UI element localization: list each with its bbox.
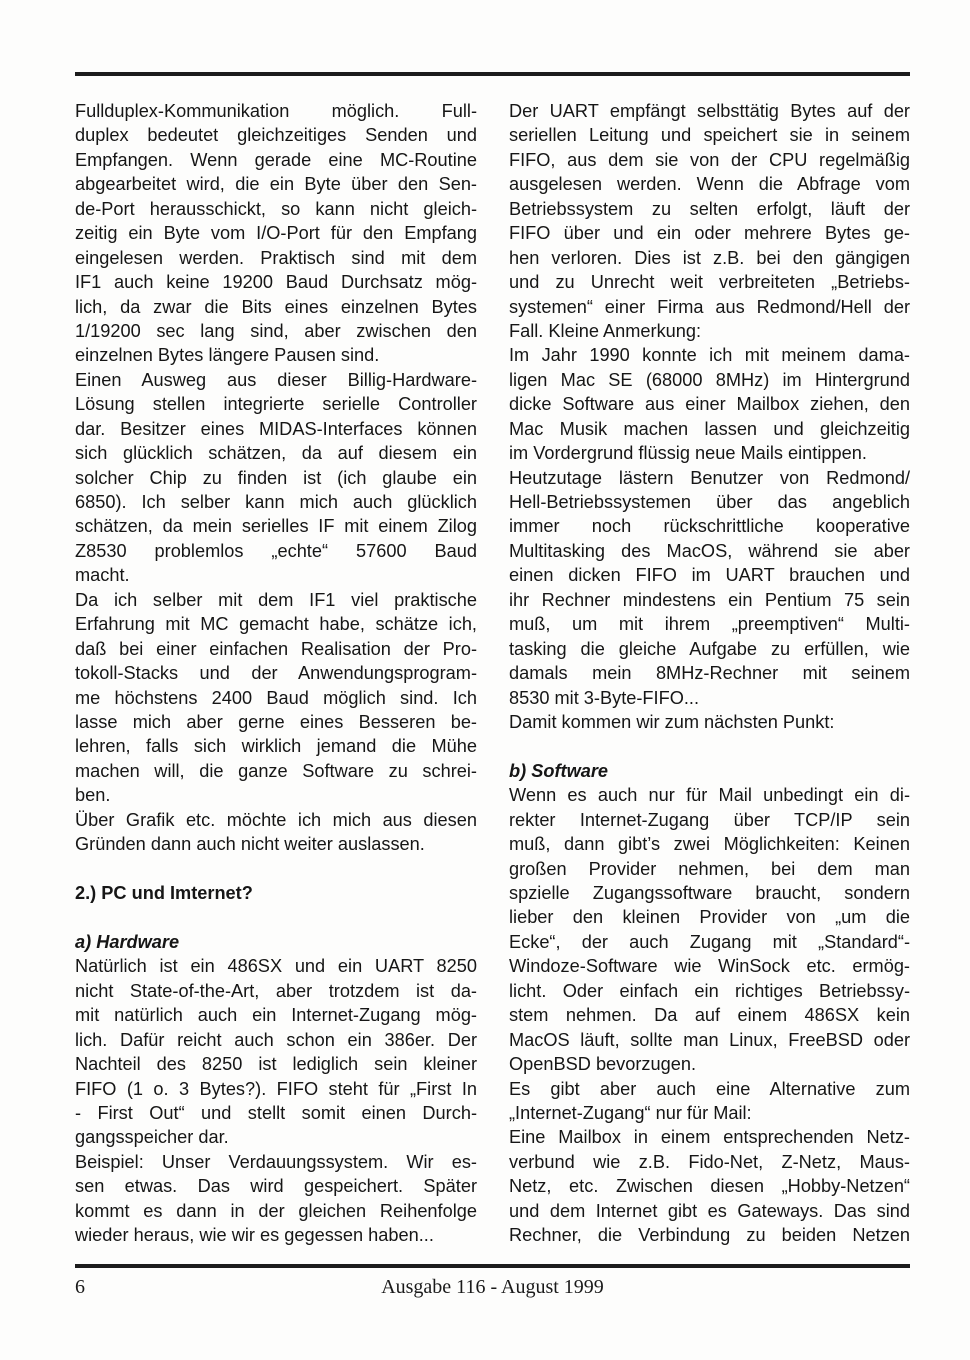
text-line: Mac Musik machen lassen und gleichzeitig [509,418,910,439]
text-line: muß, um mit ihrem „preemptiven“ Multi- [509,614,910,635]
text-line: lich. Dafür reicht auch schon ein 386er. Der [75,1029,477,1050]
text-line: ihr Rechner mindestens ein Pentium 75 sein [509,589,910,610]
text-line: muß, dann gibt’s zwei Möglichkeiten: Keinen [509,834,910,855]
text-line: mit natürlich auch ein Internet-Zugang mög- [75,1005,477,1026]
text-line: de-Port herausschickt, so kann nicht gleich- [75,198,477,219]
text-line: - First Out“ und stellt somit einen Durch- [75,1102,477,1123]
issue-label: Ausgabe 116 - August 1999 [381,1276,604,1298]
text-line: macht. [75,565,130,586]
text-line: Lösung stellen integrierte serielle Controller [75,394,477,415]
text-line: machen will, die ganze Software zu schrei- [75,760,477,781]
text-line: eingelesen werden. Praktisch sind mit dem [75,247,477,268]
text-line: lasse mich aber gerne eines Besseren be- [75,711,477,732]
blank-line [75,905,477,929]
text-line: FIFO, aus dem sie von der CPU regelmäßig [509,149,910,170]
text-line: zeitig ein Byte vom I/O-Port für den Empfang [75,223,477,244]
text-line: ben. [75,785,111,806]
text-line: verbund wie z.B. Fido-Net, Z-Netz, Maus- [509,1151,910,1172]
text-line: Wenn es auch nur für Mail unbedingt ein di- [509,785,910,806]
text-line: Heutzutage lästern Benutzer von Redmond/ [509,467,910,488]
text-line: systemen“ einer Firma aus Redmond/Hell der [509,296,910,317]
text-line: Rechner, die Verbindung zu beiden Netzen [509,1225,910,1246]
right-column [509,99,910,1248]
text-line: tasking die gleiche Aufgabe zu erfüllen, wie [509,638,910,659]
text-line: großen Provider nehmen, bei dem man [509,858,910,879]
text-line: IF1 auch keine 19200 Baud Durchsatz mög- [75,272,477,293]
text-line: Beispiel: Unser Verdauungssystem. Wir es- [75,1151,477,1172]
text-line: und dem Internet gibt es Gateways. Das sind [509,1200,910,1221]
text-line: sich glücklich schätzen, da auf diesem ein [75,443,477,464]
text-line: ausgelesen werden. Wenn die Abfrage vom [509,174,910,195]
text-line: MacOS läuft, sollte man Linux, FreeBSD oder [509,1029,910,1050]
text-line: Windoze-Software wie WinSock etc. ermög- [509,956,910,977]
text-line: Es gibt aber auch eine Alternative zum [509,1078,910,1099]
text-line: Hell-Betriebssystemen über das angeblich [509,492,910,512]
text-line: sen etwas. Das wird gespeichert. Später [75,1176,477,1197]
text-line: 8530 mit 3-Byte-FIFO... [509,687,700,708]
text-line: FIFO über und ein oder mehrere Bytes ge- [509,223,910,244]
text-line: damals mein 8MHz-Rechner mit seinem [509,663,910,684]
text-line: Im Jahr 1990 konnte ich mit meinem dama- [509,345,910,366]
text-line: Gründen dann auch nicht weiter auslassen. [75,834,425,855]
text-line: Über Grafik etc. möchte ich mich aus diesen [75,809,477,830]
page-footer [75,1276,910,1304]
text-line: Netz, etc. Zwischen diesen „Hobby-Netzen“ [509,1176,910,1197]
text-line: „Internet-Zugang“ nur für Mail: [509,1102,752,1123]
text-line: Natürlich ist ein 486SX und ein UART 8250 [75,956,477,977]
text-line: abgearbeitet wird, die ein Byte über den Sen- [75,174,477,195]
text-line: schätzen, da mein serielles IF mit einem Zilog [75,516,477,537]
text-line: und zu Unrecht weit verbreiteten „Betriebs- [509,272,910,293]
subsection-heading: a) Hardware [75,931,180,952]
text-line: Fall. Kleine Anmerkung: [509,320,702,341]
blank-line [509,734,910,758]
text-line: FIFO (1 o. 3 Bytes?). FIFO steht für „First In [75,1078,477,1099]
text-line: gangsspeicher dar. [75,1127,229,1148]
text-line: Ecke“, der auch Zugang mit „Standard“- [509,931,910,952]
text-line: hen verloren. Dies ist z.B. bei den gängigen [509,247,910,268]
text-line: Damit kommen wir zum nächsten Punkt: [509,711,835,732]
text-line: Betriebssystem zu selten erfolgt, läuft der [509,198,910,219]
text-line: 1/19200 sec lang sind, aber zwischen den [75,320,477,341]
text-line: dar. Besitzer eines MIDAS-Interfaces können [75,418,477,439]
text-line: Der UART empfängt selbsttätig Bytes auf der [509,101,910,121]
text-line: duplex bedeutet gleichzeitiges Senden und [75,125,477,146]
text-line: immer noch rückschrittliche kooperative [509,516,910,537]
text-line: tokoll-Stacks und der Anwendungsprogram- [75,663,477,684]
text-line: Empfangen. Wenn gerade eine MC-Routine [75,149,477,170]
text-line: Multitasking des MacOS, während sie aber [509,540,910,561]
text-line: Einen Ausweg aus dieser Billig-Hardware- [75,369,477,390]
text-line: kommt es dann in der gleichen Reihenfolge [75,1200,477,1221]
text-line: seriellen Leitung und speichert sie in seinem [509,125,910,146]
text-line: wieder heraus, wie wir es gegessen haben... [75,1225,434,1246]
footer-rule [75,1264,910,1268]
text-line: rekter Internet-Zugang über TCP/IP sein [509,809,910,830]
text-line: Erfahrung mit MC gemacht habe, schätze ich, [75,614,477,635]
text-line: Fullduplex-Kommunikation möglich. Full- [75,101,477,121]
subsection-heading: b) Software [509,760,609,781]
blank-line [75,857,477,881]
header-rule [75,72,910,76]
text-line: nicht State-of-the-Art, aber trotzdem ist da- [75,980,477,1001]
text-line: Z8530 problemlos „echte“ 57600 Baud [75,540,477,561]
text-line: OpenBSD bevorzugen. [509,1054,697,1075]
text-line: ligen Mac SE (68000 8MHz) im Hintergrund [509,369,910,390]
left-column [75,99,477,1248]
text-line: Nachteil des 8250 ist lediglich sein kleiner [75,1054,477,1075]
text-line: lich, da zwar die Bits eines einzelnen Bytes [75,296,477,317]
text-line: lehren, falls sich wirklich jemand die Mühe [75,736,477,757]
text-line: solcher Chip zu finden ist (ich glaube ein [75,467,477,488]
text-line: lieber den kleinen Provider von „um die [509,907,910,928]
text-line: spzielle Zugangssoftware braucht, sondern [509,883,910,903]
text-line: im Vordergrund flüssig neue Mails eintippen. [509,443,867,464]
text-line: daß bei einer einfachen Realisation der Pro- [75,638,477,659]
text-line: einen dicken FIFO im UART brauchen und [509,565,910,586]
text-line: einzelnen Bytes längere Pausen sind. [75,345,380,366]
page-number: 6 [75,1276,85,1298]
text-line: dicke Software aus einer Mailbox ziehen, den [509,394,910,415]
text-line: stem nehmen. Da auf einem 486SX kein [509,1005,910,1026]
text-line: 6850). Ich selber kann mich auch glücklich [75,492,477,512]
text-line: Eine Mailbox in einem entsprechenden Netz- [509,1127,910,1148]
section-heading: 2.) PC und Imternet? [75,883,253,903]
text-line: Da ich selber mit dem IF1 viel praktische [75,589,477,610]
text-line: licht. Oder einfach ein richtiges Betriebssy- [509,980,910,1001]
text-line: me höchstens 2400 Baud möglich sind. Ich [75,687,477,708]
